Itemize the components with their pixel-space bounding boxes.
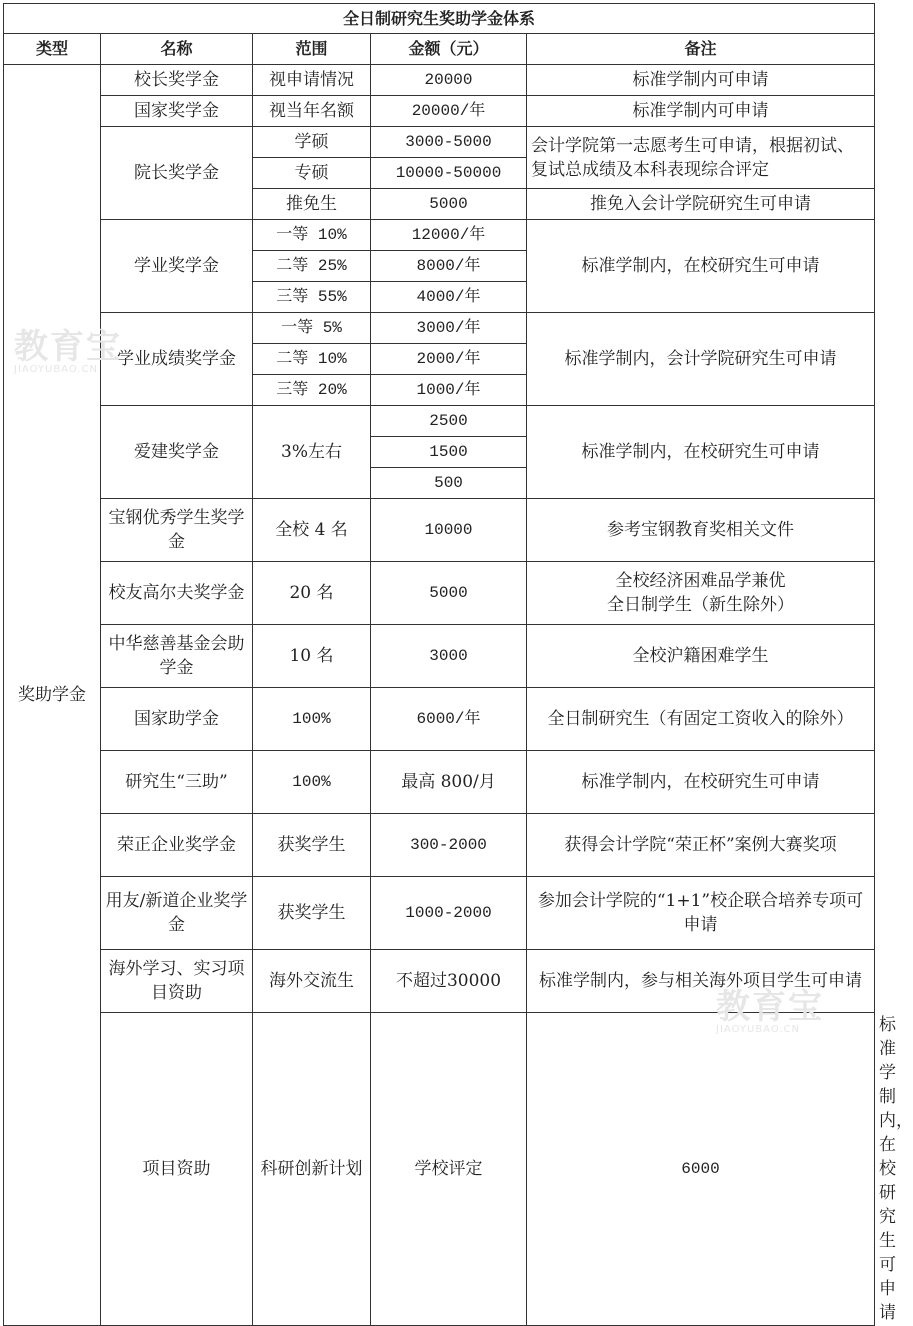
row-scope: 3%左右 [253, 406, 371, 499]
row-amount: 4000/年 [371, 282, 527, 313]
row-note: 标准学制内可申请 [527, 65, 875, 96]
row-scope: 三等 20% [253, 375, 371, 406]
row-name: 科研创新计划 [253, 1013, 371, 1326]
row-name: 中华慈善基金会助学金 [101, 625, 253, 688]
row-amount: 1000/年 [371, 375, 527, 406]
row-name: 院长奖学金 [101, 127, 253, 220]
row-name: 爱建奖学金 [101, 406, 253, 499]
header-scope: 范围 [253, 34, 371, 65]
row-scope: 100% [253, 751, 371, 814]
row-amount: 3000-5000 [371, 127, 527, 158]
row-scope: 一等 5% [253, 313, 371, 344]
row-amount: 5000 [371, 562, 527, 625]
row-name: 学业奖学金 [101, 220, 253, 313]
row-amount: 20000 [371, 65, 527, 96]
row-note: 标准学制内，参与相关海外项目学生可申请 [527, 950, 875, 1013]
row-name: 研究生“三助” [101, 751, 253, 814]
row-scope: 学校评定 [371, 1013, 527, 1326]
row-amount: 20000/年 [371, 96, 527, 127]
category-project: 项目资助 [101, 1013, 253, 1326]
row-amount: 6000/年 [371, 688, 527, 751]
row-note: 全日制研究生（有固定工资收入的除外） [527, 688, 875, 751]
row-amount: 300-2000 [371, 814, 527, 877]
row-scope: 一等 10% [253, 220, 371, 251]
row-note [527, 562, 875, 625]
row-name: 宝钢优秀学生奖学金 [101, 499, 253, 562]
row-amount: 500 [371, 468, 527, 499]
row-note: 标准学制内可申请 [527, 96, 875, 127]
row-amount: 不超过30000 [371, 950, 527, 1013]
note-line: 全日制学生（新生除外） [607, 595, 794, 615]
row-scope: 二等 10% [253, 344, 371, 375]
row-name: 校长奖学金 [101, 65, 253, 96]
scholarship-table: 全日制研究生奖助学金体系 类型 名称 范围 金额（元） 备注 奖助学金 校长奖学金 视申请情况 20000 标准学制内可申请 国家奖学金 视当年名额 20000/年 标准学制内可申请 院长奖学金 学硕 3000-5000 会计学院第一志愿考生可申请，根据初试、复试总成绩及本科表现综合评定 专硕 10000-50000 推免生 5000 推免入会计学院研究生可申请 学业奖学金 一等 10% 12000/年 标准学制内，在校研究生可申请 二等 25% 8000/年 三等 55% 4000/年 学业成绩奖学金 一等 5% 3000/年 标准学制内，会计学院研究生可申请 二等 10% 2000/年 三等 20% 1000/年 爱建奖学金 3%左右 2500 标准学制内，在校研究生可申请 1500 500 宝钢优秀学生奖学金 全校 4 名 10000 参考宝钢教育奖相关文件 校友高尔夫奖学金 20 名 5000 全校经济困难品学兼优 全日制学生（新生除外） 中华慈善基金会助学金 10 名 3000 全校沪籍困难学生 国家助学金 100% 6000/年 全日制研究生（有固定工资收入的除外） 研究生“三助” 100% 最高 800/月 标准学制内，在校研究生可申请 荣正企业奖学金 获奖学生 300-2000 获得会计学院“荣正杯”案例大赛奖项 用友/新道企业奖学金 获奖学生 1000-2000 参加会计学院的“1+1”校企联合培养专项可申请 海外学习、实习项目资助 海外交流生 不超过30000 标准学制内，参与相关海外项目学生可申请 项目资助 科研创新计划 学校评定 6000 标准学制内，在校研究生可申请 [3, 3, 875, 1326]
watermark-sub: JIAOYUBAO.CN [716, 1024, 800, 1035]
row-amount: 5000 [371, 189, 527, 220]
row-note: 标准学制内，在校研究生可申请 [527, 220, 875, 313]
row-scope: 10 名 [253, 625, 371, 688]
row-amount: 6000 [527, 1013, 875, 1326]
row-amount: 1000-2000 [371, 877, 527, 950]
row-name: 海外学习、实习项目资助 [101, 950, 253, 1013]
header-amount: 金额（元） [371, 34, 527, 65]
row-scope: 视申请情况 [253, 65, 371, 96]
row-name: 校友高尔夫奖学金 [101, 562, 253, 625]
row-amount: 10000-50000 [371, 158, 527, 189]
row-note: 标准学制内，在校研究生可申请 [527, 751, 875, 814]
row-scope: 获奖学生 [253, 877, 371, 950]
category-reward: 奖助学金 [4, 65, 101, 1326]
row-amount: 3000/年 [371, 313, 527, 344]
row-name: 荣正企业奖学金 [101, 814, 253, 877]
row-scope: 海外交流生 [253, 950, 371, 1013]
row-scope: 二等 25% [253, 251, 371, 282]
row-name: 用友/新道企业奖学金 [101, 877, 253, 950]
row-scope: 专硕 [253, 158, 371, 189]
row-amount: 8000/年 [371, 251, 527, 282]
note-line: 全校经济困难品学兼优 [615, 571, 786, 591]
row-note: 会计学院第一志愿考生可申请，根据初试、复试总成绩及本科表现综合评定 [527, 127, 875, 189]
table-title: 全日制研究生奖助学金体系 [4, 4, 875, 34]
row-amount: 3000 [371, 625, 527, 688]
row-scope: 100% [253, 688, 371, 751]
row-note: 全校沪籍困难学生 [527, 625, 875, 688]
row-scope: 三等 55% [253, 282, 371, 313]
row-amount: 最高 800/月 [371, 751, 527, 814]
row-note: 参加会计学院的“1+1”校企联合培养专项可申请 [527, 877, 875, 950]
row-amount: 12000/年 [371, 220, 527, 251]
watermark-text: 教育宝 [716, 987, 824, 1027]
row-note: 获得会计学院“荣正杯”案例大赛奖项 [527, 814, 875, 877]
header-note: 备注 [527, 34, 875, 65]
row-name: 国家奖学金 [101, 96, 253, 127]
row-note: 推免入会计学院研究生可申请 [527, 189, 875, 220]
watermark-sub: JIAOYUBAO.CN [14, 364, 98, 375]
row-amount: 10000 [371, 499, 527, 562]
row-note: 参考宝钢教育奖相关文件 [527, 499, 875, 562]
row-scope: 学硕 [253, 127, 371, 158]
row-scope: 视当年名额 [253, 96, 371, 127]
header-name: 名称 [101, 34, 253, 65]
row-amount: 1500 [371, 437, 527, 468]
row-scope: 获奖学生 [253, 814, 371, 877]
row-name: 国家助学金 [101, 688, 253, 751]
row-scope: 全校 4 名 [253, 499, 371, 562]
row-note: 标准学制内，会计学院研究生可申请 [527, 313, 875, 406]
watermark-text: 教育宝 [14, 327, 122, 367]
row-note: 标准学制内，在校研究生可申请 [527, 406, 875, 499]
header-type: 类型 [4, 34, 101, 65]
row-name: 学业成绩奖学金 [101, 313, 253, 406]
row-amount: 2500 [371, 406, 527, 437]
row-amount: 2000/年 [371, 344, 527, 375]
row-scope: 20 名 [253, 562, 371, 625]
row-scope: 推免生 [253, 189, 371, 220]
